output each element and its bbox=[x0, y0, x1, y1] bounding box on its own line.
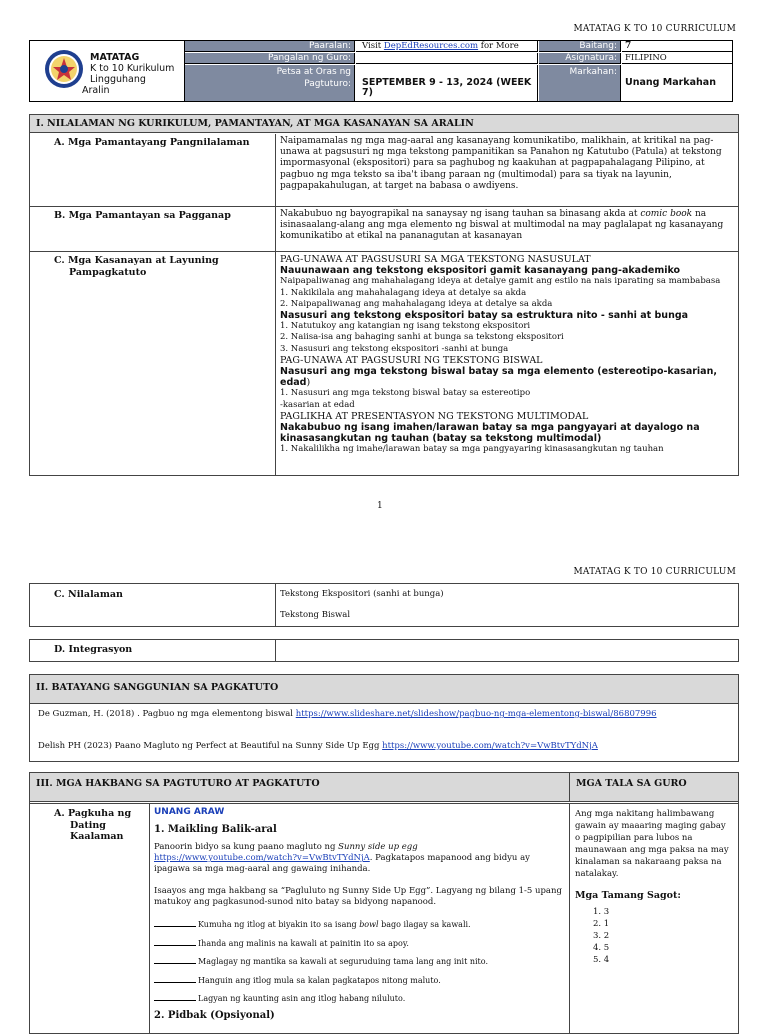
item-4-text: Hanguin ang itlog mula sa kalan pagkatapos nitong maluto. bbox=[198, 975, 441, 985]
page-number: 1 bbox=[377, 501, 383, 511]
c-item-4: 2. Naiisa-isa ang bahaging sanhi at bunga sa tekstong ekspositori bbox=[280, 332, 564, 343]
baitang-label: Baitang: bbox=[539, 41, 621, 52]
c-bold-3: Nasusuri ang mga tekstong biswal batay sa mga elemento (estereotipo-kasarian, edad bbox=[280, 366, 717, 389]
row-c-label-cell bbox=[30, 252, 276, 475]
c-bold-1: Nauunawaan ang tekstong ekspositori gamit kasanayang pang-akademiko bbox=[280, 265, 681, 277]
guro-value bbox=[356, 53, 538, 64]
notes-text: Ang mga nakitang halimbawang gawain ay maaaring maging gabay o pagpipilian para lubos na maunawaan ang mga paksa na may kinalaman sa nakaraang paksa na natalakay. bbox=[575, 809, 729, 879]
answers-title: Mga Tamang Sagot: bbox=[575, 890, 681, 901]
row-b-text-2: na isinasaalang-alang ang mga elemento ng biswal at multimodal na may paglalapat ng kasanayang komunikatibo at etikal na pananagutan at kasanayan bbox=[280, 209, 724, 242]
c-item-7: -kasarian at edad bbox=[280, 399, 355, 410]
row-b-content bbox=[276, 207, 738, 252]
step-a-label-2: Dating bbox=[70, 819, 106, 831]
integrasyon-label-cell bbox=[30, 640, 276, 661]
ordering-item-2 bbox=[154, 935, 565, 954]
item-3-text: Maglagay ng mantika sa kawali at seguruduing tama lang ang init nito. bbox=[198, 957, 488, 967]
item-1-italic: bowl bbox=[359, 920, 379, 930]
c-item-3: 1. Natutukoy ang katangian ng isang tekstong ekspositori bbox=[280, 321, 531, 332]
petsa-label-1: Petsa at Oras ng bbox=[276, 67, 351, 77]
asignatura-value: FILIPINO bbox=[622, 53, 732, 64]
row-b-text-1: Nakabubuo ng bayograpikal na sanaysay ng isang tauhan sa binasang akda at bbox=[280, 209, 641, 219]
petsa-value: SEPTEMBER 9 - 13, 2024 (WEEK 7) bbox=[356, 65, 538, 101]
c-heading-1: PAG-UNAWA AT PAGSUSURI SA MGA TEKSTONG NASUSULAT bbox=[280, 254, 591, 265]
asignatura-label: Asignatura: bbox=[539, 53, 621, 64]
petsa-label bbox=[185, 65, 355, 101]
unang-araw: UNANG ARAW bbox=[154, 807, 225, 817]
c-text-1: Naipapaliwanag ang mahahalagang ideya at detalye gamit ang estilo na nais iparating sa mambabasa bbox=[280, 276, 721, 287]
answers-list bbox=[575, 906, 732, 966]
petsa-label-2: Pagtuturo: bbox=[304, 79, 351, 89]
row-c-content bbox=[276, 252, 738, 475]
step-1-paragraph bbox=[154, 842, 565, 876]
brand-line-1: MATATAG bbox=[90, 52, 140, 63]
reference-2-text: Delish PH (2023) Paano Magluto ng Perfect at Beautiful na Sunny Side Up Egg bbox=[38, 741, 383, 751]
answer-blank-1[interactable] bbox=[154, 926, 196, 927]
c-heading-2: PAG-UNAWA AT PAGSUSURI NG TEKSTONG BISWAL bbox=[280, 354, 543, 366]
ordering-item-5 bbox=[154, 990, 565, 1009]
paaralan-visit: Visit bbox=[362, 41, 384, 51]
paaralan-more: for More bbox=[478, 41, 519, 51]
baitang-value: 7 bbox=[622, 41, 732, 52]
section-3-title: III. MGA HAKBANG SA PAGTUTURO AT PAGKATUTO bbox=[30, 773, 570, 802]
step-a-label-cell bbox=[30, 804, 150, 1033]
deped-seal-icon bbox=[44, 49, 84, 89]
p1-italic: Sunny side up egg bbox=[338, 842, 418, 852]
paaralan-value bbox=[356, 41, 538, 52]
nilalaman-line-2: Tekstong Biswal bbox=[280, 610, 351, 620]
reference-2-link[interactable]: https://www.youtube.com/watch?v=VwBtvTYdNjA bbox=[382, 741, 598, 751]
c-item-1: 1. Nakikilala ang mahahalagang ideya at detalye sa akda bbox=[280, 287, 527, 298]
section-1-title: I. NILALAMAN NG KURIKULUM, PAMANTAYAN, AT MGA KASANAYAN SA ARALIN bbox=[30, 115, 738, 133]
section-3-table bbox=[29, 772, 739, 1034]
paaralan-label: Paaralan: bbox=[185, 41, 355, 52]
p1-text-2: . Pagkatapos mapanood ang bidyu ay ipagawa sa mga mag-aaral ang gawaing inihanda. bbox=[154, 853, 530, 875]
notes-title: MGA TALA SA GURO bbox=[570, 773, 738, 802]
info-header bbox=[29, 40, 733, 102]
item-5-text: Lagyan ng kaunting asin ang itlog habang niluluto. bbox=[198, 994, 406, 1004]
brand-line-3: Lingguhang bbox=[90, 74, 146, 85]
integrasyon-label: D. Integrasyon bbox=[54, 644, 133, 655]
step-1-instructions: Isaayos ang mga hakbang sa “Pagluluto ng Sunny Side Up Egg”. Lagyang ng bilang 1-5 upang matukoy ang pagkasunod-sunod nito batay sa bidyong napanood. bbox=[154, 885, 562, 907]
ordering-item-1 bbox=[154, 916, 565, 935]
section-1-table bbox=[29, 114, 739, 476]
row-a-label-cell bbox=[30, 134, 276, 207]
ordering-item-3 bbox=[154, 953, 565, 972]
brand-cell bbox=[30, 41, 185, 101]
answer-blank-5[interactable] bbox=[154, 1000, 196, 1001]
row-c-label-2: Pampagkatuto bbox=[69, 267, 147, 278]
p1-text-1: Panoorin bidyo sa kung paano magluto ng bbox=[154, 842, 339, 852]
step-a-content bbox=[150, 804, 570, 1033]
integrasyon-table bbox=[29, 639, 739, 662]
nilalaman-label-cell bbox=[30, 584, 276, 626]
answer-blank-2[interactable] bbox=[154, 945, 196, 946]
step-1-title: 1. Maikling Balik-aral bbox=[154, 824, 277, 835]
c-bold-2: Nasusuri ang tekstong ekspositori batay sa estruktura nito - sanhi at bunga bbox=[280, 310, 689, 322]
ordering-item-4 bbox=[154, 972, 565, 991]
nilalaman-label: C. Nilalaman bbox=[54, 589, 123, 600]
row-a-text: Naipamamalas ng mga mag-aaral ang kasanayang komunikatibo, malikhain, at kritikal na pag-unawa at pagsusuri ng mga tekstong pampanitikan sa Panahon ng Katutubo (Patula) at tekstong impormasyonal (ekspositori) para sa paghubog ng kaakuhan at pagpapahalagang Pilipino, at pagbuo ng mga teksto sa iba't ibang paraan ng (multimodal) para sa tiyak na layunin, pagpapakahulugan, at target na babasa o awdiyens. bbox=[280, 136, 722, 191]
c-heading-3: PAGLIKHA AT PRESENTASYON NG TEKSTONG MULTIMODAL bbox=[280, 410, 589, 422]
section-2-title: II. BATAYANG SANGGUNIAN SA PAGKATUTO bbox=[30, 675, 738, 704]
reference-1 bbox=[38, 709, 728, 721]
brand-line-2: K to 10 Kurikulum bbox=[90, 63, 175, 74]
answer-blank-3[interactable] bbox=[154, 963, 196, 964]
ordering-list bbox=[154, 916, 565, 1009]
row-b-text bbox=[280, 209, 733, 243]
answer-4: 4. 5 bbox=[593, 943, 610, 953]
c-item-6: 1. Nasusuri ang mga tekstong biswal batay sa estereotipo bbox=[280, 388, 531, 399]
depedresources-link[interactable]: DepEdResources.com bbox=[383, 41, 479, 51]
answer-1: 1. 3 bbox=[593, 907, 610, 917]
notes-content bbox=[570, 804, 738, 1033]
reference-2 bbox=[38, 741, 728, 751]
nilalaman-table bbox=[29, 583, 739, 627]
brand-line-4: Aralin bbox=[82, 85, 110, 96]
row-a-label: A. Mga Pamantayang Pangnilalaman bbox=[54, 137, 250, 148]
c-bold-3-end: ) bbox=[306, 377, 311, 389]
sunny-side-video-link[interactable]: https://www.youtube.com/watch?v=VwBtvTYdNjA bbox=[154, 853, 370, 864]
answer-5: 5. 4 bbox=[593, 955, 610, 965]
row-c-label-1: C. Mga Kasanayan at Layuning bbox=[54, 255, 219, 266]
answer-blank-4[interactable] bbox=[154, 982, 196, 983]
c-item-8: 1. Nakalilikha ng imahe/larawan batay sa mga pangyayaring kinasasangkutan ng tauhan bbox=[280, 444, 664, 455]
step-a-label-1: A. Pagkuha ng bbox=[54, 808, 132, 819]
item-1-text-a: Kumuha ng itlog at biyakin ito sa isang bbox=[198, 920, 360, 930]
nilalaman-line-1: Tekstong Ekspositori (sanhi at bunga) bbox=[280, 589, 444, 599]
item-1-text-b: bago ilagay sa kawali. bbox=[378, 920, 471, 930]
c-item-2: 2. Naipapaliwanag ang mahahalagang ideya at detalye sa akda bbox=[280, 298, 553, 309]
answer-3: 3. 2 bbox=[593, 931, 610, 941]
step-a-label-3: Kaalaman bbox=[70, 831, 124, 842]
row-b-text-italic: comic book bbox=[640, 209, 693, 219]
row-b-label-cell bbox=[30, 207, 276, 252]
answer-2: 2. 1 bbox=[593, 919, 610, 929]
reference-1-text: De Guzman, H. (2018) . Pagbuo ng mga elementong biswal bbox=[38, 709, 296, 719]
curriculum-header-2: MATATAG K TO 10 CURRICULUM bbox=[573, 567, 736, 577]
markahan-value: Unang Markahan bbox=[625, 77, 716, 88]
c-item-5: 3. Nasusuri ang tekstong ekspositori -sanhi at bunga bbox=[280, 343, 509, 354]
c-bold-3-wrap bbox=[280, 366, 735, 388]
row-b-label: B. Mga Pamantayan sa Pagganap bbox=[54, 210, 231, 221]
markahan-label: Markahan: bbox=[539, 65, 621, 101]
step-2-title: 2. Pidbak (Opsiyonal) bbox=[154, 1009, 275, 1021]
row-a-content bbox=[276, 134, 738, 207]
c-bold-4: Nakabubuo ng isang imahen/larawan batay sa mga pangyayari at dayalogo na kinasasangkutan ng tauhan (batay sa tekstong multimodal) bbox=[280, 422, 700, 445]
curriculum-header: MATATAG K TO 10 CURRICULUM bbox=[573, 24, 736, 34]
guro-label: Pangalan ng Guro: bbox=[185, 53, 355, 64]
item-2-text: Ihanda ang malinis na kawali at painitin ito sa apoy. bbox=[198, 938, 409, 948]
section-2-table bbox=[29, 674, 739, 762]
reference-1-link[interactable]: https://www.slideshare.net/slideshow/pagbuo-ng-mga-elementong-biswal/86807996 bbox=[295, 709, 657, 719]
